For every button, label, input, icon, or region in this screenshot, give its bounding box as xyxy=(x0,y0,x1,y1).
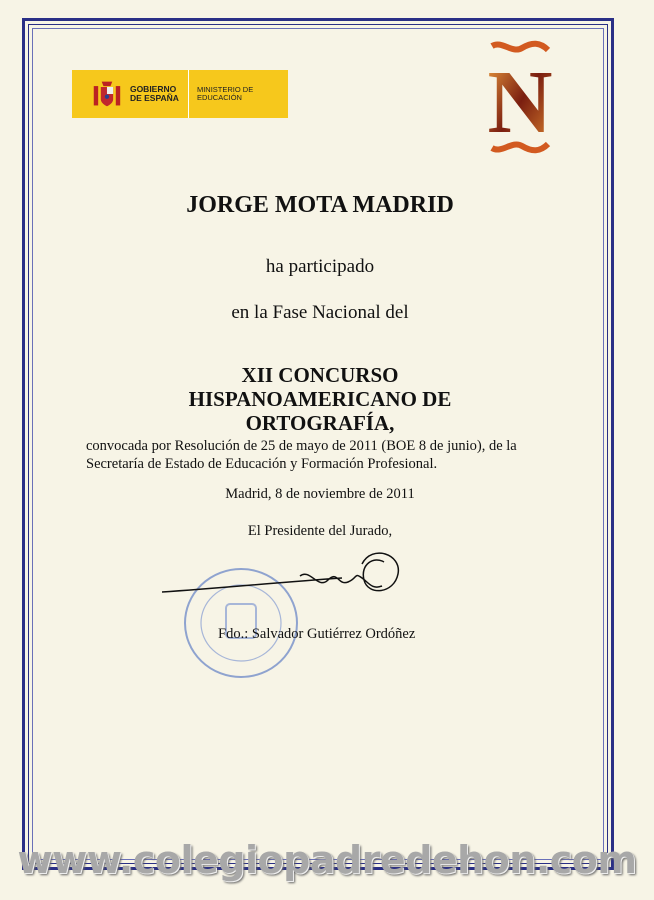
issue-date: Madrid, 8 de noviembre de 2011 xyxy=(225,486,415,502)
watermark: www.colegiopadredehon.com xyxy=(17,838,637,882)
svg-text:N: N xyxy=(487,53,553,152)
coat-of-arms-icon xyxy=(92,77,122,111)
government-logo xyxy=(72,70,288,118)
contest-title: XII CONCURSO HISPANOAMERICANO DE ORTOGRAFÍA, xyxy=(188,363,452,435)
signed-by: Fdo.: Salvador Gutiérrez Ordóñez xyxy=(218,626,416,642)
recipient-name: JORGE MOTA MADRID xyxy=(186,192,454,218)
phase-text: en la Fase Nacional del xyxy=(231,302,409,323)
ministry-label: MINISTERIO DE EDUCACIÓN xyxy=(196,84,254,102)
government-label: GOBIERNO DE ESPAÑA xyxy=(129,84,179,103)
enye-emblem-icon xyxy=(472,40,568,160)
resolution-text: convocada por Resolución de 25 de mayo de 2011 (BOE 8 de junio), de la Secretaría de Estado de Educación y Formación Profesional. xyxy=(86,438,517,472)
participation-text: ha participado xyxy=(265,256,375,277)
signer-role: El Presidente del Jurado, xyxy=(247,523,393,539)
signature xyxy=(162,548,432,608)
